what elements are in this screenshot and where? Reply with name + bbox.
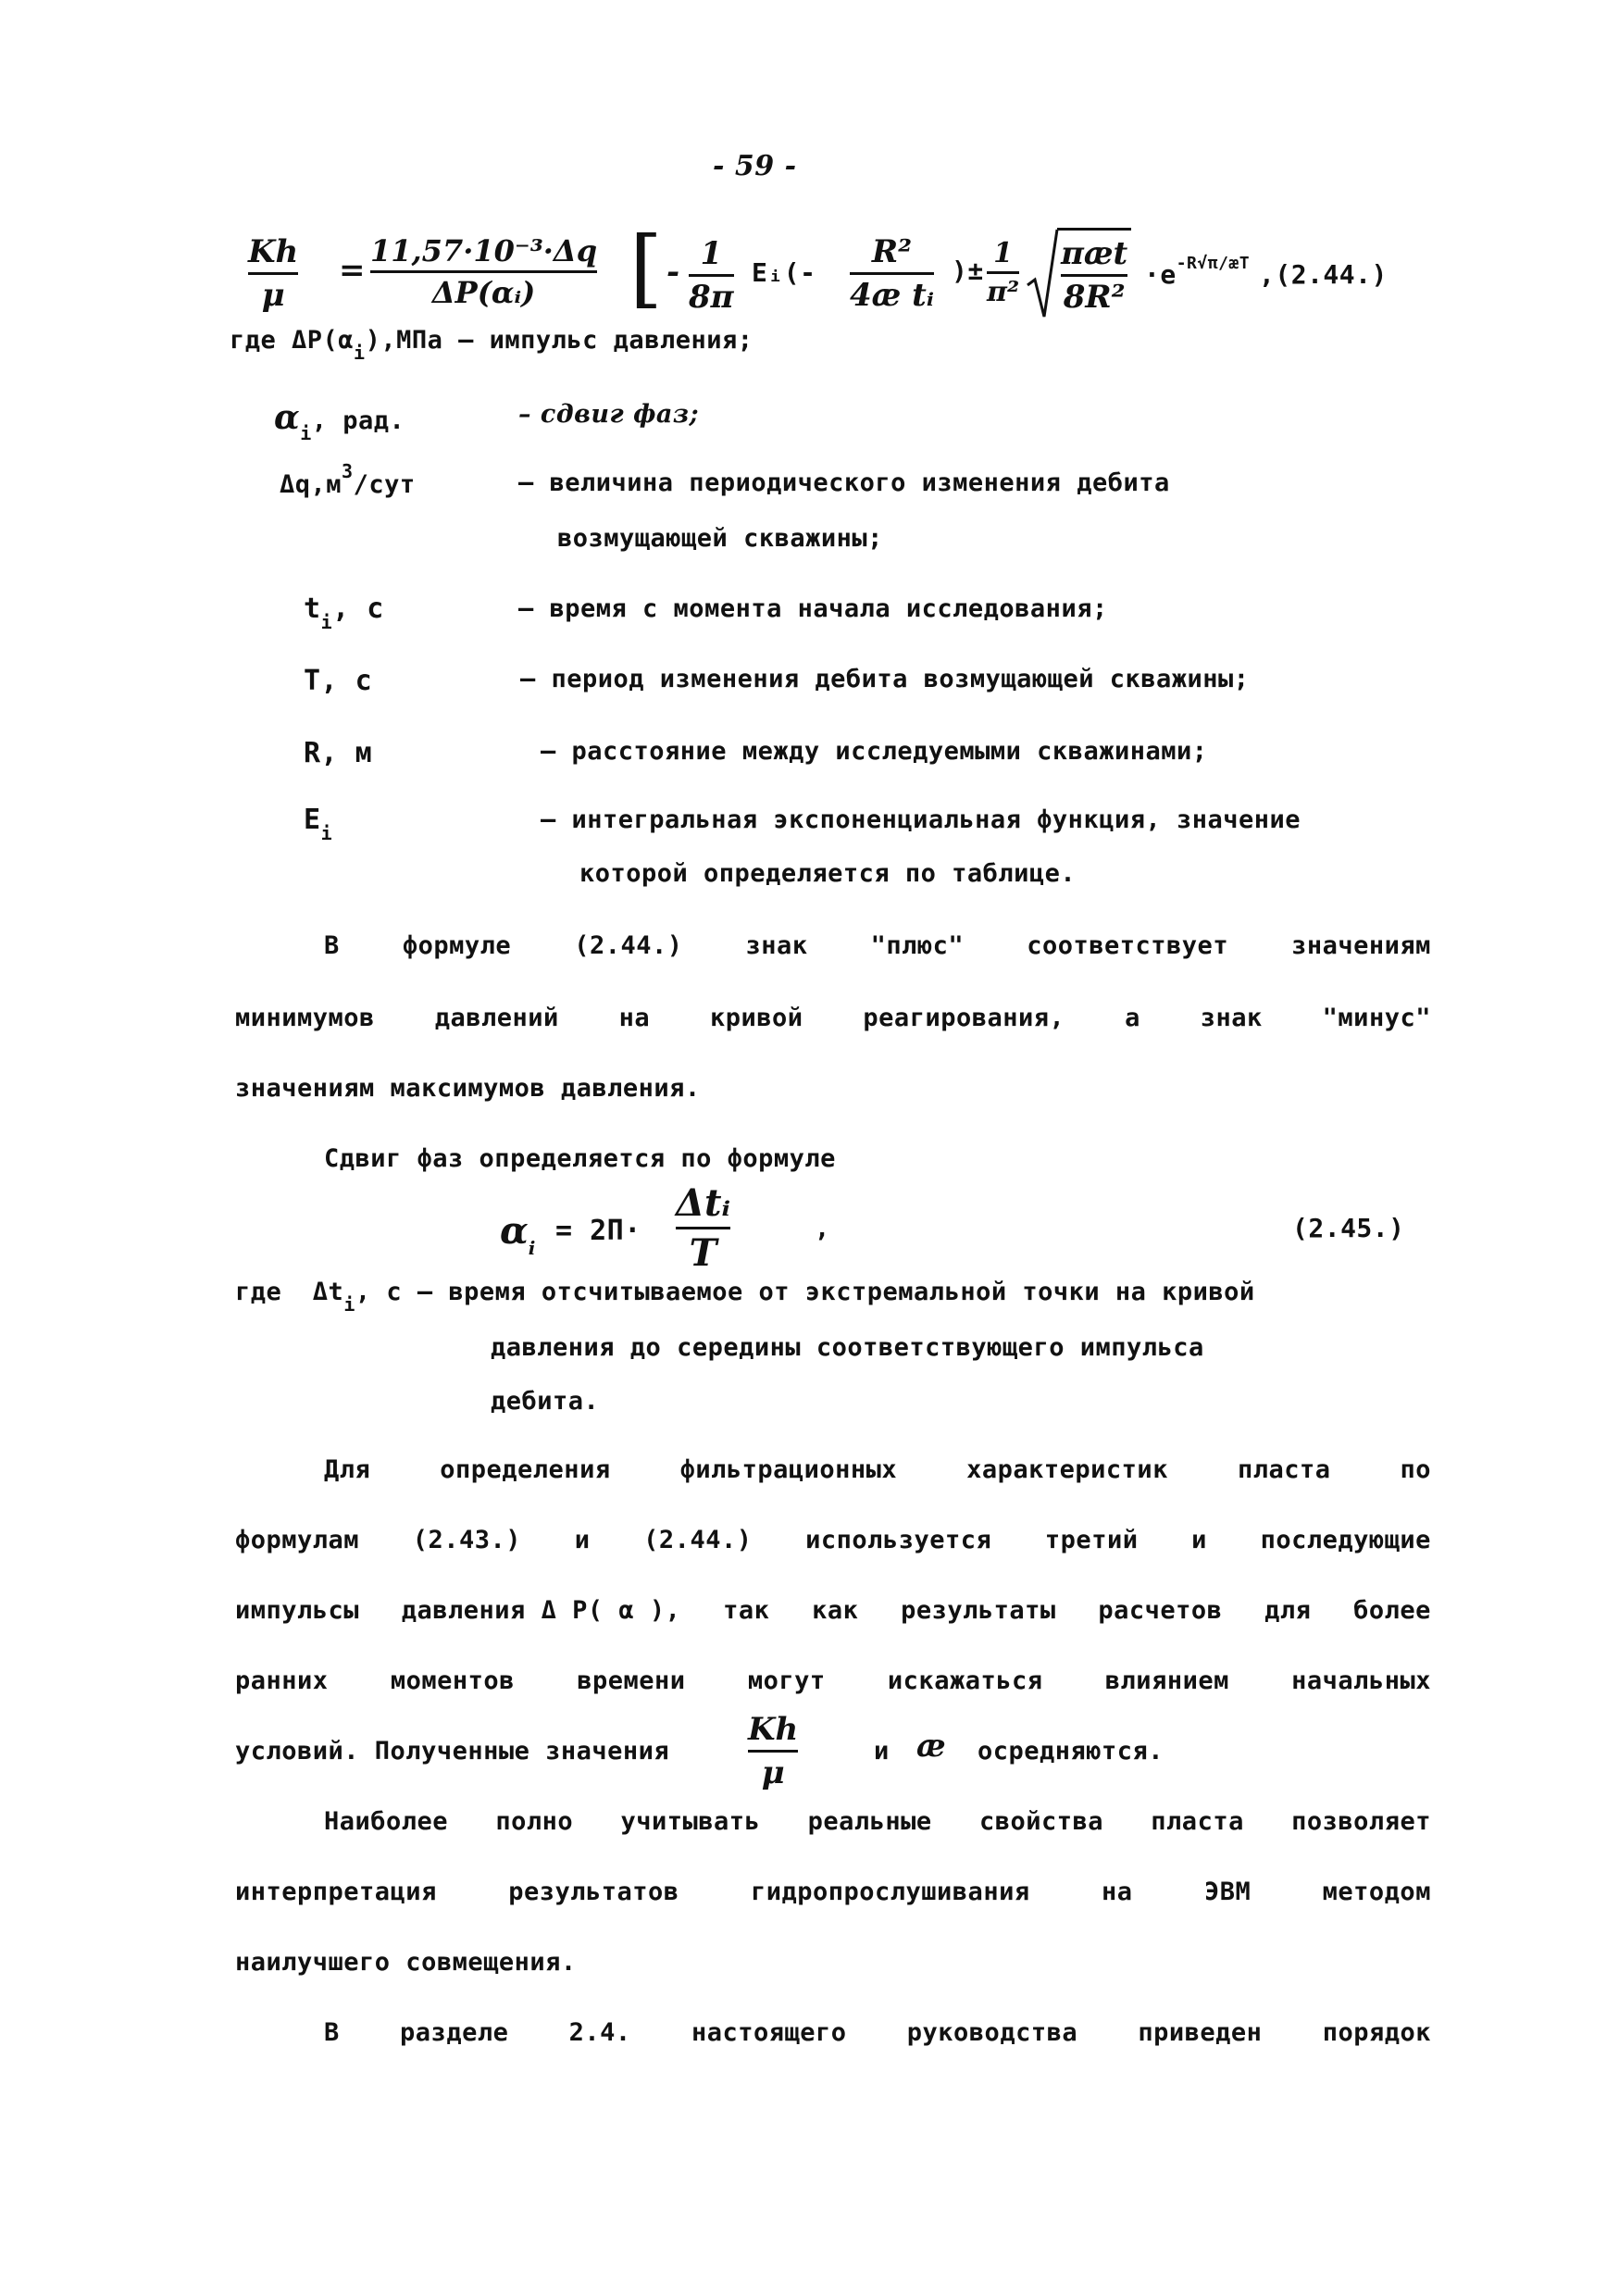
- definition-symbol: $t_i$, с: [304, 593, 384, 633]
- definition-desc: – время с момента начала исследования;: [518, 594, 1108, 623]
- para2-line5: условий. Полученные значения: [235, 1737, 670, 1766]
- para2-line5-end: осредняются.: [978, 1737, 1164, 1766]
- mu-denominator: μ: [761, 1754, 785, 1791]
- fraction-bar: [676, 1227, 730, 1229]
- term2-denominator: 4æ tᵢ: [850, 277, 935, 314]
- where-suffix: ),МПа – импульс давления;: [365, 326, 753, 355]
- where2-line3: дебита.: [491, 1387, 600, 1416]
- fraction-bar: [689, 274, 734, 277]
- definition-desc: – расстояние между исследуемыми скважинами;: [541, 737, 1208, 766]
- ei-function: Eᵢ(-: [752, 257, 816, 288]
- fraction-bar: [748, 1750, 798, 1753]
- page-number: - 59 -: [713, 150, 797, 182]
- sqrt-denominator: 8R²: [1063, 279, 1126, 316]
- exponent-e: ·e: [1144, 259, 1177, 290]
- coefficient-denominator: ΔP(αᵢ): [431, 275, 536, 310]
- phase-intro: Сдвиг фаз определяется по формуле: [324, 1144, 836, 1173]
- formula-number-2-45: (2.45.): [1292, 1213, 1405, 1243]
- definition-symbol: $\Delta q,м^3$/сут: [280, 460, 416, 499]
- plus-minus: )±: [952, 256, 984, 286]
- where-sub: i: [354, 342, 366, 364]
- definition-symbol: $E_i$: [304, 804, 333, 844]
- formula-comma: ,: [815, 1215, 830, 1243]
- definition-symbol: T, с: [304, 665, 373, 697]
- term2-numerator: R²: [871, 233, 913, 270]
- definition-symbol: R, м: [304, 737, 373, 769]
- term2-fraction: [850, 233, 934, 314]
- lhs-denominator: μ: [261, 277, 285, 314]
- para3-line1: Наиболее полно учитывать реальные свойства пласта позволяет: [324, 1807, 1431, 1836]
- fraction-bar: [248, 272, 298, 275]
- minus-sign: -: [666, 254, 680, 291]
- kh-numerator: Kh: [748, 1711, 799, 1748]
- where-prefix: где ΔP(α: [230, 326, 355, 355]
- definition-desc: – интегральная экспоненциальная функция, значение: [541, 805, 1301, 834]
- exponent-base: [1144, 254, 1251, 290]
- equals-sign: =: [339, 252, 366, 289]
- fraction-bar: [850, 272, 934, 275]
- para2-line1: Для определения фильтрационных характеристик пласта по: [324, 1455, 1431, 1484]
- para3-line2: интерпретация результатов гидропрослушивания на ЭВМ методом: [235, 1878, 1431, 1906]
- para3-line3: наилучшего совмещения.: [235, 1948, 577, 1977]
- sqrt-fraction: [1061, 235, 1127, 316]
- lhs-numerator: Kh: [248, 233, 299, 270]
- alpha-symbol: $\alpha_i$: [500, 1209, 536, 1259]
- definition-desc: – сдвиг фаз;: [518, 400, 700, 429]
- definition-desc-cont: которой определяется по таблице.: [579, 859, 1077, 888]
- para1-line3: значениям максимумов давления.: [235, 1074, 701, 1103]
- fraction-bar: [987, 271, 1019, 274]
- para1-line1: В формуле (2.44.) знак "плюс" соответствует значениям: [324, 931, 1431, 960]
- fraction-bar: [1061, 274, 1127, 277]
- para2-line3: импульсы давления Δ P( α ), так как результаты расчетов для более: [235, 1596, 1431, 1625]
- fraction-bar: [370, 270, 597, 273]
- definition-symbol: $\alpha_i$, рад.: [274, 398, 405, 444]
- equals-2pi: = 2П·: [555, 1215, 641, 1247]
- definition-desc: – период изменения дебита возмущающей скважины;: [520, 665, 1250, 693]
- and-word: и: [874, 1737, 890, 1766]
- sqrt-numerator: πæt: [1061, 235, 1128, 272]
- term3-numerator: 1: [993, 237, 1013, 269]
- term1-fraction: [689, 235, 734, 316]
- term3-fraction: [987, 237, 1019, 308]
- where-line: [230, 326, 753, 364]
- coefficient-numerator: 11,57·10⁻³·Δq: [370, 233, 598, 268]
- where2-line1: где $\Delta t_i$, с – время отсчитываемое от экстремальной точки на кривой: [235, 1278, 1255, 1316]
- lhs-fraction: [248, 233, 298, 314]
- ae-symbol: æ: [916, 1728, 946, 1765]
- para1-line2: минимумов давлений на кривой реагирования, а знак "минус": [235, 1004, 1431, 1032]
- definition-desc: – величина периодического изменения дебита: [518, 468, 1170, 497]
- left-bracket: [: [629, 218, 663, 318]
- coefficient-fraction: [370, 233, 597, 310]
- term1-numerator: 1: [700, 235, 723, 272]
- term1-denominator: 8π: [689, 279, 734, 316]
- radical-sign-icon: [1026, 228, 1059, 320]
- dt-over-t-fraction: [676, 1181, 730, 1275]
- where2-line2: давления до середины соответствующего импульса: [491, 1333, 1204, 1362]
- definition-desc-cont: возмущающей скважины;: [557, 524, 883, 553]
- radical-overline: [1057, 228, 1131, 231]
- exponent-power: -R√π/æT: [1176, 254, 1251, 273]
- dt-numerator: Δtᵢ: [676, 1181, 731, 1225]
- t-denominator: T: [689, 1231, 717, 1275]
- para2-line2: формулам (2.43.) и (2.44.) используется третий и последующие: [235, 1526, 1431, 1554]
- para4-line1: В разделе 2.4. настоящего руководства приведен порядок: [324, 2018, 1431, 2047]
- kh-mu-fraction: [748, 1711, 798, 1791]
- term3-denominator: π²: [987, 276, 1020, 308]
- para2-line4: ранних моментов времени могут искажаться влиянием начальных: [235, 1666, 1431, 1695]
- formula-number-2-44: ,(2.44.): [1259, 259, 1388, 290]
